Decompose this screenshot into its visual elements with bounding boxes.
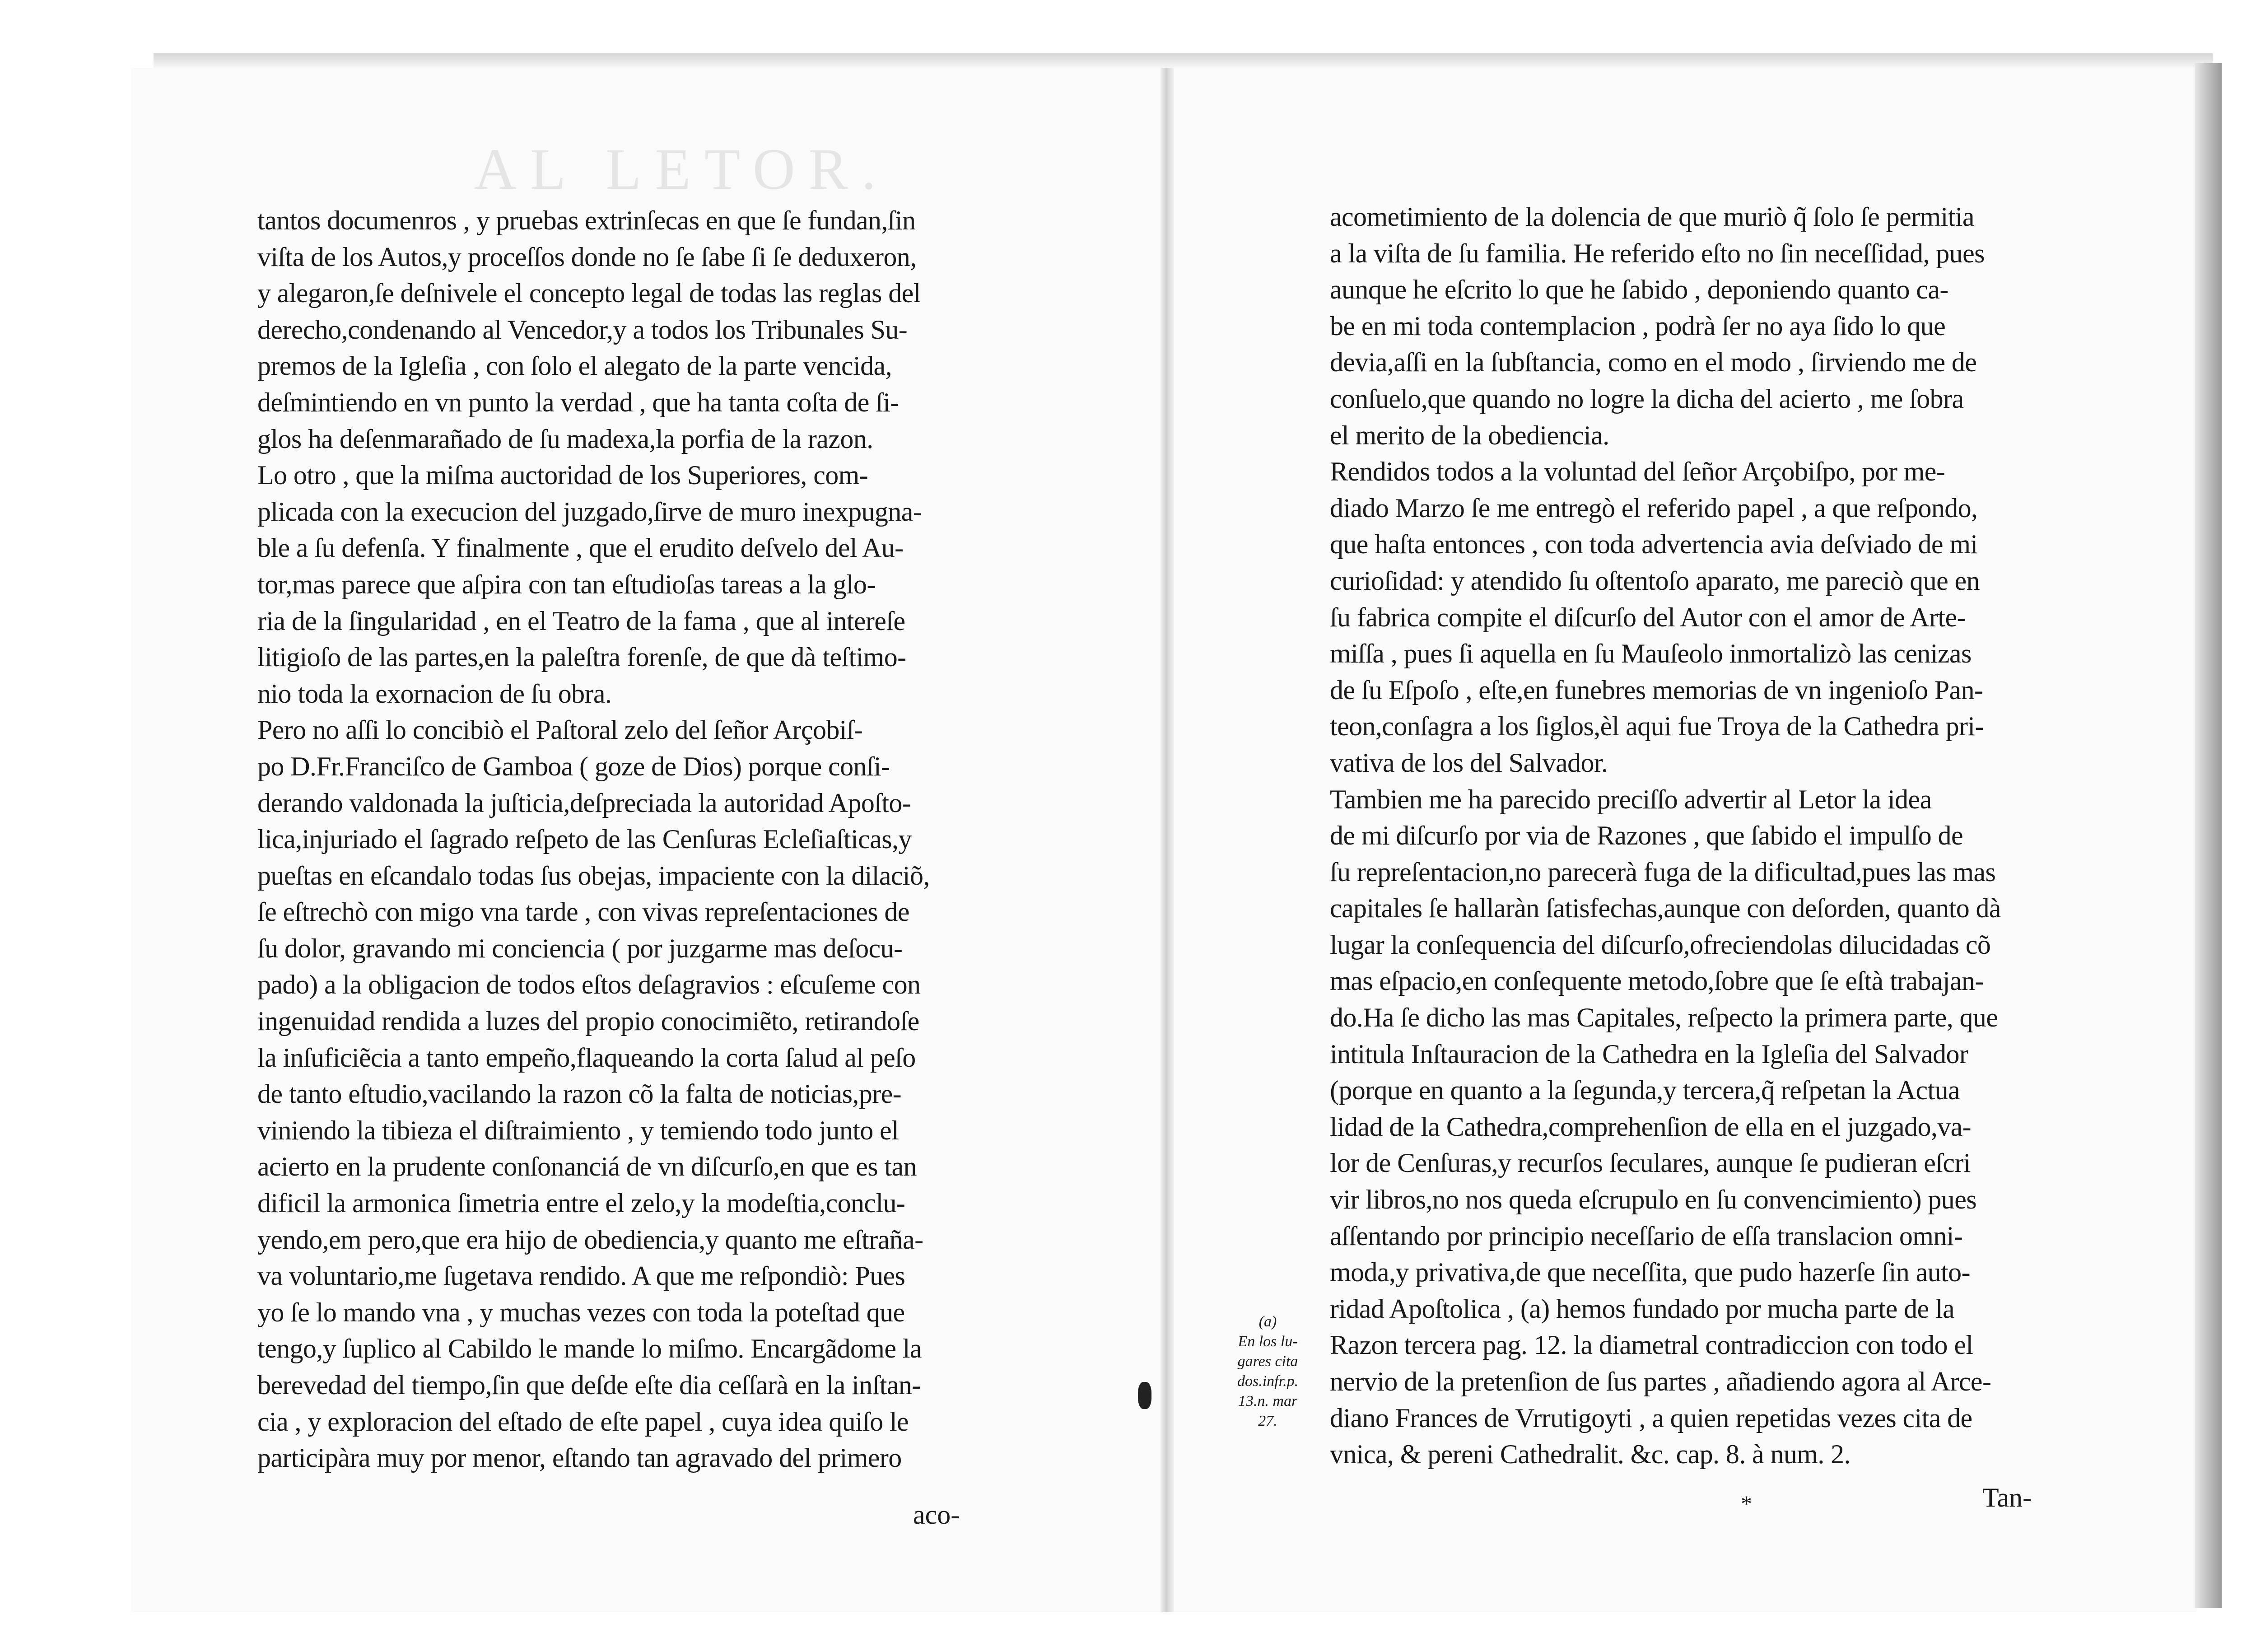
right-line: diano Frances de Vrrutigoyti , a quien repetidas vezes cita de — [1330, 1403, 1972, 1433]
left-line: y alegaron,ſe deſnivele el concepto legal de todas las reglas del — [257, 278, 921, 308]
margin-note-line: 13.n. mar — [1238, 1393, 1298, 1409]
left-line: participàra muy por menor, eſtando tan agravado del primero — [257, 1443, 902, 1473]
right-line: curioſidad: y atendido ſu oſtentoſo aparato, me pareciò que en — [1330, 565, 1980, 596]
left-line: va voluntario,me ſugetava rendido. A que me reſpondiò: Pues — [257, 1261, 905, 1291]
right-line: ſu repreſentacion,no parecerà fuga de la dificultad,pues las mas — [1330, 857, 1996, 887]
left-line: litigioſo de las partes,en la paleſtra forenſe, de que dà teſtimo- — [257, 642, 906, 672]
left-line: la inſuficiẽcia a tanto empeño,flaqueando la corta ſalud al peſo — [257, 1042, 916, 1073]
right-page-text — [1330, 199, 2001, 1473]
right-line: ridad Apoſtolica , (a) hemos fundado por mucha parte de la — [1330, 1293, 1955, 1324]
right-line: aunque he eſcrito lo que he ſabido , deponiendo quanto ca- — [1330, 275, 1948, 305]
left-line: yendo,em pero,que era hijo de obediencia,y quanto me eſtraña- — [257, 1224, 923, 1255]
left-line: tantos documenros , y pruebas extrinſecas en que ſe fundan,ſin — [257, 205, 916, 235]
left-line: premos de la Igleſia , con ſolo el alegato de la parte vencida, — [257, 351, 892, 381]
right-line: vnica, & pereni Cathedralit. &c. cap. 8. à num. 2. — [1330, 1439, 1850, 1470]
left-line: ſu dolor, gravando mi conciencia ( por juzgarme mas deſocu- — [257, 933, 903, 963]
left-line: derando valdonada la juſticia,deſpreciada la autoridad Apoſto- — [257, 788, 911, 818]
right-line: de mi diſcurſo por via de Razones , que ſabido el impulſo de — [1330, 821, 1963, 851]
left-line: nio toda la exornacion de ſu obra. — [257, 678, 612, 709]
right-line: Rendidos todos a la voluntad del ſeñor Arçobiſpo, por me- — [1330, 457, 1945, 487]
left-line: plicada con la execucion del juzgado,ſirve de muro inexpugna- — [257, 496, 922, 527]
margin-note-line: gares cita — [1237, 1353, 1298, 1370]
left-line: Lo otro , que la miſma auctoridad de los Superiores, com- — [257, 460, 868, 490]
left-catchword: aco- — [913, 1500, 960, 1530]
signature-mark: * — [1741, 1491, 1752, 1516]
right-line: lugar la conſequencia del diſcurſo,ofreciendolas dilucidadas cõ — [1330, 929, 1991, 960]
left-line: pueſtas en eſcandalo todas ſus obejas, impaciente con la dilaciõ, — [257, 860, 930, 891]
right-line: diado Marzo ſe me entregò el referido papel , a que reſpondo, — [1330, 493, 1978, 523]
page-edge — [2195, 63, 2222, 1608]
right-line: aſſentando por principio neceſſario de eſſa translacion omni- — [1330, 1221, 1963, 1251]
right-line: capitales ſe hallaràn ſatisfechas,aunque con deſorden, quanto dà — [1330, 893, 2001, 924]
margin-note-line: 27. — [1258, 1413, 1277, 1429]
left-line: viſta de los Autos,y proceſſos donde no ſe ſabe ſi ſe deduxeron, — [257, 242, 917, 272]
left-line: Pero no aſſi lo concibiò el Paſtoral zelo del ſeñor Arçobiſ- — [257, 715, 863, 745]
right-line: vativa de los del Salvador. — [1330, 747, 1608, 778]
left-line: de tanto eſtudio,vacilando la razon cõ la falta de noticias,pre- — [257, 1079, 901, 1109]
left-line: glos ha deſenmarañado de ſu madexa,la porfia de la razon. — [257, 424, 873, 454]
right-line: be en mi toda contemplacion , podrà ſer no aya ſido lo que — [1330, 311, 1946, 341]
right-line: de ſu Eſpoſo , eſte,en funebres memorias de vn ingenioſo Pan- — [1330, 675, 1983, 705]
left-page-text — [257, 202, 930, 1476]
left-line: pado) a la obligacion de todos eſtos deſagravios : eſcuſeme con — [257, 970, 921, 1000]
margin-note-line: En los lu- — [1238, 1333, 1298, 1350]
right-line: acometimiento de la dolencia de que muriò q̃ ſolo ſe permitia — [1330, 202, 1974, 232]
ink-blot — [1138, 1382, 1151, 1409]
right-line: ſu fabrica compite el diſcurſo del Autor con el amor de Arte- — [1330, 602, 1966, 632]
left-line: viniendo la tibieza el diſtraimiento , y temiendo todo junto el — [257, 1115, 899, 1145]
left-line: tor,mas parece que aſpira con tan eſtudioſas tareas a la glo- — [257, 569, 876, 599]
right-line: vir libros,no nos queda eſcrupulo en ſu convencimiento) pues — [1330, 1185, 1976, 1215]
left-line: po D.Fr.Franciſco de Gamboa ( goze de Dios) porque conſi- — [257, 751, 890, 781]
right-line: devia,aſſi en la ſubſtancia, como en el modo , ſirviendo me de — [1330, 347, 1977, 378]
left-line: derecho,condenando al Vencedor,y a todos los Tribunales Su- — [257, 314, 908, 345]
margin-note-line: (a) — [1259, 1313, 1277, 1330]
right-line: que haſta entonces , con toda advertencia avia deſviado de mi — [1330, 529, 1978, 560]
right-line: Razon tercera pag. 12. la diametral contradiccion con todo el — [1330, 1330, 1973, 1360]
marginal-note — [1237, 1312, 1298, 1431]
left-line: ſe eſtrechò con migo vna tarde , con vivas repreſentaciones de — [257, 897, 909, 927]
right-line: nervio de la pretenſion de ſus partes , añadiendo agora al Arce- — [1330, 1367, 1991, 1396]
right-line: el merito de la obediencia. — [1330, 420, 1609, 450]
left-line: cia , y exploracion del eſtado de eſte papel , cuya idea quiſo le — [257, 1406, 909, 1437]
left-line: yo ſe lo mando vna , y muchas vezes con toda la poteſtad que — [257, 1297, 905, 1327]
margin-note-line: dos.infr.p. — [1237, 1373, 1299, 1390]
right-line: mas eſpacio,en conſequente metodo,ſobre que ſe eſtà trabajan- — [1330, 966, 1984, 996]
right-line: lidad de la Cathedra,comprehenſion de ella en el juzgado,va- — [1330, 1111, 1972, 1142]
left-line: ble a ſu defenſa. Y finalmente , que el erudito deſvelo del Au- — [257, 533, 904, 563]
left-line: ria de la ſingularidad , en el Teatro de la fama , que al intereſe — [257, 606, 905, 636]
left-line: deſmintiendo en vn punto la verdad , que ha tanta coſta de ſi- — [257, 387, 899, 417]
right-catchword: Tan- — [1982, 1483, 2032, 1512]
left-line: berevedad del tiempo,ſin que deſde eſte dia ceſſarà en la inſtan- — [257, 1370, 921, 1400]
right-line: lor de Cenſuras,y recurſos ſeculares, aunque ſe pudieran eſcri — [1330, 1148, 1971, 1178]
left-line: ingenuidad rendida a luzes del propio conocimiẽto, retirandoſe — [257, 1006, 919, 1036]
right-line: moda,y privativa,de que neceſſita, que pudo hazerſe ſin auto- — [1330, 1257, 1970, 1288]
left-line: lica,injuriado el ſagrado reſpeto de las Cenſuras Ecleſiaſticas,y — [257, 824, 912, 854]
right-line: do.Ha ſe dicho las mas Capitales, reſpecto la primera parte, que — [1330, 1003, 1998, 1033]
right-line: miſſa , pues ſi aquella en ſu Mauſeolo inmortalizò las cenizas — [1330, 639, 1972, 669]
right-line: (porque en quanto a la ſegunda,y tercera,q̃ reſpetan la Actua — [1330, 1075, 1960, 1106]
right-line: a la viſta de ſu familia. He referido eſto no ſin neceſſidad, pues — [1330, 238, 1985, 268]
bleed-through-heading: AL LETOR. — [474, 137, 890, 202]
left-line: tengo,y ſuplico al Cabildo le mande lo miſmo. Encargãdome la — [257, 1334, 922, 1364]
left-line: acierto en la prudente conſonanciá de vn diſcurſo,en que es tan — [257, 1152, 917, 1182]
left-line: dificil la armonica ſimetria entre el zelo,y la modeſtia,conclu- — [257, 1188, 905, 1218]
right-line: teon,conſagra a los ſiglos,èl aqui fue Troya de la Cathedra pri- — [1330, 711, 1984, 742]
right-line: intitula Inſtauracion de la Cathedra en la Igleſia del Salvador — [1330, 1039, 1968, 1069]
right-line: conſuelo,que quando no logre la dicha del acierto , me ſobra — [1330, 383, 1964, 414]
book-gutter — [1161, 68, 1174, 1612]
right-line: Tambien me ha parecido preciſſo advertir al Letor la idea — [1330, 784, 1932, 814]
